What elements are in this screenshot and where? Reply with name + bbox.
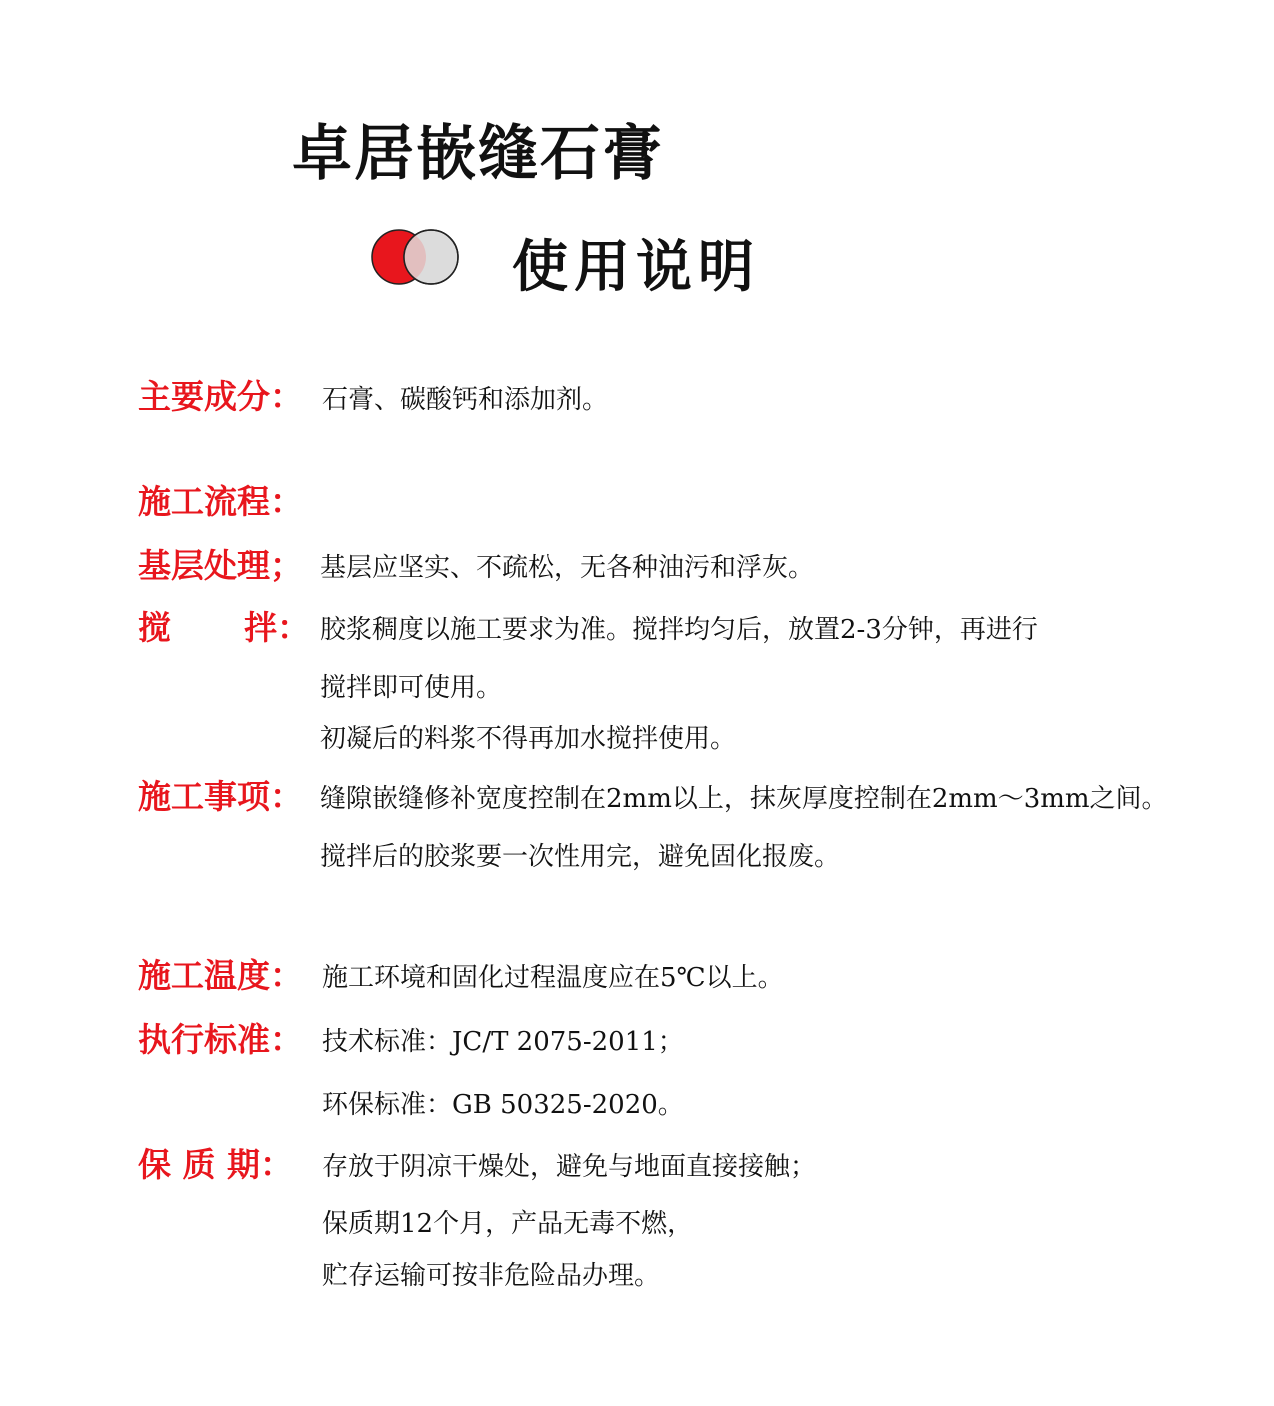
process-label: 施工流程： bbox=[138, 482, 303, 521]
mixing-label-second: 拌： bbox=[244, 608, 310, 647]
shelf-life-label: 保 质 期： bbox=[138, 1145, 293, 1184]
base-text: 基层应坚实、不疏松，无各种油污和浮灰。 bbox=[320, 553, 815, 583]
page-subtitle: 使用说明 bbox=[512, 234, 760, 300]
mixing-label-first: 搅 bbox=[138, 608, 171, 647]
ingredients-text: 石膏、碳酸钙和添加剂。 bbox=[322, 385, 609, 415]
standards-label: 执行标准： bbox=[138, 1020, 303, 1059]
mixing-text-2: 搅拌即可使用。 bbox=[320, 673, 503, 703]
standards-text-2: 环保标准：GB 50325-2020。 bbox=[322, 1090, 684, 1120]
notes-text-1: 缝隙嵌缝修补宽度控制在2mm以上，抹灰厚度控制在2mm～3mm之间。 bbox=[320, 784, 1168, 814]
shelf-life-text-3: 贮存运输可按非危险品办理。 bbox=[322, 1261, 661, 1291]
temperature-text: 施工环境和固化过程温度应在5℃以上。 bbox=[322, 963, 784, 993]
notes-label: 施工事项： bbox=[138, 777, 303, 816]
ingredients-label: 主要成分： bbox=[138, 377, 303, 416]
shelf-life-text-2: 保质期12个月，产品无毒不燃， bbox=[322, 1209, 694, 1239]
notes-text-2: 搅拌后的胶浆要一次性用完，避免固化报废。 bbox=[320, 842, 841, 872]
page-title: 卓居嵌缝石膏 bbox=[292, 119, 664, 189]
overlapping-circles-logo bbox=[369, 226, 465, 288]
base-label: 基层处理； bbox=[138, 546, 303, 585]
temperature-label: 施工温度： bbox=[138, 956, 303, 995]
mixing-text-3: 初凝后的料浆不得再加水搅拌使用。 bbox=[320, 724, 737, 754]
standards-text-1: 技术标准：JC/T 2075-2011； bbox=[322, 1027, 684, 1057]
mixing-text-1: 胶浆稠度以施工要求为准。搅拌均匀后，放置2-3分钟，再进行 bbox=[320, 615, 1038, 645]
shelf-life-text-1: 存放于阴凉干燥处，避免与地面直接接触； bbox=[322, 1152, 817, 1182]
